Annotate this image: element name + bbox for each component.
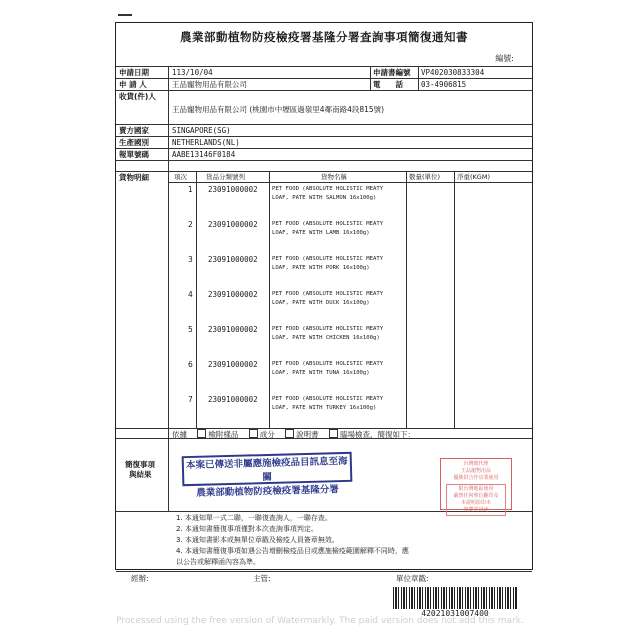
row-hs-code: 23091000002 xyxy=(208,290,258,299)
ingredient-checkbox xyxy=(249,429,258,438)
declaration-no-label: 報單號碼 xyxy=(119,150,149,159)
seal-line: 限台灣地區使用 xyxy=(458,486,494,492)
row-hs-code: 23091000002 xyxy=(208,220,258,229)
reply-label-line2: 與結果 xyxy=(129,470,152,479)
seal-line: 王品寵物用品 xyxy=(460,468,491,474)
row-goods-name-line1: PET FOOD (ABSOLUTE HOLISTIC MEATY xyxy=(272,396,384,402)
apply-date-label: 申請日期 xyxy=(119,68,149,77)
phone-label: 電 話 xyxy=(373,80,403,89)
row-hs-code: 23091000002 xyxy=(208,185,258,194)
row-item-no: 7 xyxy=(188,395,193,404)
inspection-checkbox xyxy=(329,429,338,438)
row-goods-name-line1: PET FOOD (ABSOLUTE HOLISTIC MEATY xyxy=(272,256,384,262)
reply-options xyxy=(172,429,415,439)
row-item-no: 6 xyxy=(188,360,193,369)
barcode xyxy=(393,587,517,609)
row-goods-name-line2: LOAF, PATE WITH DUCK 16x100g) xyxy=(272,300,370,306)
note-4-cont: 以公告或解釋函內容為準。 xyxy=(176,558,260,566)
apply-date-value: 113/10/04 xyxy=(172,68,213,77)
reply-label-line1: 簡復事項 xyxy=(125,460,155,469)
manual-checkbox xyxy=(285,429,294,438)
stamp-line-1: 本案已傳送非屬應施檢疫品目訊息至海關 xyxy=(185,455,348,484)
quarantine-stamp xyxy=(182,452,353,499)
note-1: 1. 本通知單一式二聯，一聯復查詢人，一聯存查。 xyxy=(176,514,332,522)
row-goods-name-line2: LOAF, PATE WITH TUNA 16x100g) xyxy=(272,370,370,376)
seller-country-label: 賣方國家 xyxy=(119,126,149,135)
inspection-option-label: 臨場檢查，簡復如下： xyxy=(340,430,416,439)
top-margin-mark xyxy=(118,14,132,16)
row-goods-name-line1: PET FOOD (ABSOLUTE HOLISTIC MEATY xyxy=(272,361,384,367)
manual-option-label: 說明書 xyxy=(296,430,319,439)
serial-label: 編號: xyxy=(495,54,514,63)
stamp-line-2: 農業部動植物防疫檢疫署基隆分署 xyxy=(196,484,339,499)
row-goods-name-line2: LOAF, PATE WITH SALMON 16x100g) xyxy=(272,195,377,201)
row-item-no: 3 xyxy=(188,255,193,264)
seller-country-value: SINGAPORE(SG) xyxy=(172,126,231,135)
row-goods-name-line2: LOAF, PATE WITH PORK 16x100g) xyxy=(272,265,370,271)
col-item-no: 項次 xyxy=(174,173,187,181)
row-goods-name-line2: LOAF, PATE WITH CHICKEN 16x100g) xyxy=(272,335,380,341)
seal-line: 台灣總代理 xyxy=(463,461,489,467)
applicant-label: 申 請 人 xyxy=(119,80,147,89)
row-item-no: 2 xyxy=(188,220,193,229)
barcode-number: 42021031007400 xyxy=(421,609,489,618)
seal-inner-box xyxy=(446,484,506,516)
sample-option-label: 檢附樣品 xyxy=(208,430,239,439)
basis-label: 依據 xyxy=(172,430,187,439)
watermark-text: Processed using the free version of Watermarkly. The paid version does not add this mark. xyxy=(116,616,524,626)
application-no-value: VP402030833304 xyxy=(421,68,485,77)
supervisor-label: 主管: xyxy=(253,574,271,583)
row-goods-name-line1: PET FOOD (ABSOLUTE HOLISTIC MEATY xyxy=(272,221,384,227)
consignee-label: 收貨(件)人 xyxy=(119,92,156,101)
applicant-value: 王品寵物用品有限公司 xyxy=(172,80,247,89)
note-3: 3. 本通知書影本或無單位章戳及檢疫人員簽章無效。 xyxy=(176,536,339,544)
phone-value: 03-4906815 xyxy=(421,80,467,89)
seal-line: 優勝供合作店業使用 xyxy=(453,475,499,481)
seal-line: 嚴禁任何單位翻印及 xyxy=(453,493,499,499)
row-hs-code: 23091000002 xyxy=(208,395,258,404)
seal-line: 複製等用途 xyxy=(463,507,489,513)
consignee-value: 王品寵物用品有限公司 (桃園市中壢區過嶺里4鄰南路4段815號) xyxy=(172,105,385,114)
declaration-no-value: AABE13146F0184 xyxy=(172,150,236,159)
row-goods-name-line1: PET FOOD (ABSOLUTE HOLISTIC MEATY xyxy=(272,291,384,297)
distributor-seal xyxy=(440,458,512,513)
handler-label: 經辦: xyxy=(131,574,149,583)
row-hs-code: 23091000002 xyxy=(208,360,258,369)
note-2: 2. 本通知書簡復事項僅對本次查詢事項判定。 xyxy=(176,525,318,533)
ingredient-option-label: 成分 xyxy=(259,430,275,439)
application-no-label: 申請書編號 xyxy=(373,68,411,77)
col-goods-name: 貨物名稱 xyxy=(321,173,347,181)
goods-section-label: 貨物明細 xyxy=(119,173,149,182)
row-goods-name-line1: PET FOOD (ABSOLUTE HOLISTIC MEATY xyxy=(272,326,384,332)
row-item-no: 5 xyxy=(188,325,193,334)
row-goods-name-line2: LOAF, PATE WITH LAMB 16x100g) xyxy=(272,230,370,236)
seal-line: 本證明影印本 xyxy=(460,500,491,506)
origin-label: 生產國別 xyxy=(119,138,149,147)
row-hs-code: 23091000002 xyxy=(208,255,258,264)
origin-value: NETHERLANDS(NL) xyxy=(172,138,240,147)
row-goods-name-line2: LOAF, PATE WITH TURKEY 16x100g) xyxy=(272,405,377,411)
col-net-weight: 淨重(KGM) xyxy=(457,173,490,181)
unit-seal-label: 單位章戳: xyxy=(396,574,429,583)
row-item-no: 1 xyxy=(188,185,193,194)
sample-checkbox xyxy=(197,429,206,438)
row-goods-name-line1: PET FOOD (ABSOLUTE HOLISTIC MEATY xyxy=(272,186,384,192)
col-quantity: 數量(單位) xyxy=(409,173,441,181)
row-hs-code: 23091000002 xyxy=(208,325,258,334)
row-item-no: 4 xyxy=(188,290,193,299)
form-title: 農業部動植物防疫檢疫署基隆分署查詢事項簡復通知書 xyxy=(180,30,468,44)
col-hs-code: 貨品分類號列 xyxy=(206,173,245,181)
note-4: 4. 本通知書簡復事項如遇公告增刪檢疫品目或應施檢疫範圍解釋不同時，應 xyxy=(176,547,409,555)
